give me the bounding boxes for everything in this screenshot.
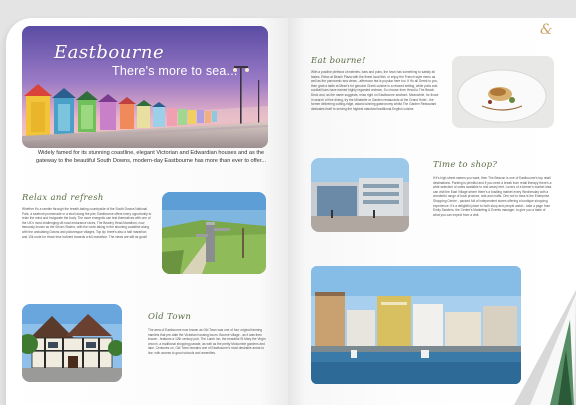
relax-body-text: Whether it's a ramble through the breath-taking countryside of the South Downs National Park, a seafront promenade or a stroll along the pier, Eastbourne offers every opportunity to relax the mind and invigorate the body. The more energetic can test themselves with one of the UK's most challenging off-road endurance races, The Beachy Head Marathon, now famously known as the Seven Sisters, with the route taking in the stunning coastline along with the undulating Downs and picturesque villages. Top tip: there's also a half marathon and 10k route for those less inclined towards a full marathon. The views are still as good!: [22, 207, 152, 239]
sovereign-harbour-illustration: [311, 266, 521, 384]
old-town-pub-photo: [22, 304, 122, 382]
page-curl-illustration: [500, 290, 576, 405]
lamb-inn-illustration: [22, 304, 122, 382]
old-town-body-text: The area of Eastbourne now known as Old Town was one of four original farming hamlets that pre-date the Victorian housing boom. Bourne village - as it was then known - features a 12th century pub, The Lamb Inn, the beautiful St Mary the Virgin church, a traditional shopping parade, as well as the pretty Motcombe gardens and lake. Centuries on, Old Town remains one of Eastbourne's most desirable areas to live, with access to good schools and amenities.: [148, 328, 266, 355]
heading-old-town: Old Town: [148, 312, 192, 322]
beacon-centre-illustration: [311, 158, 409, 232]
plated-dish-illustration: [452, 56, 554, 128]
south-downs-signpost-photo: [162, 192, 266, 274]
downs-illustration: [162, 192, 266, 274]
intro-caption: Widely famed for its stunning coastline, elegant Victorian and Edwardian houses and as the gateway to the beautiful South Downs, modern-day Eastbourne has more than ever to offer...: [36, 150, 266, 164]
hero-subtitle: There's more to sea...: [112, 64, 238, 78]
hero-title: Eastbourne: [54, 42, 165, 63]
marina-photo: [311, 266, 521, 384]
heading-time-to-shop: Time to shop?: [433, 160, 498, 170]
eat-body-text: With a positive plethora of eateries, bars and pubs, the town has something to satisfy all tastes. Relax at Beach Plaza with the finest local fish, or enjoy the French style menu as well as the panoramic sea views - afternoon tea is popular here too. If it's all Greek to you, then grab a table at Meze's for genuine Greek cuisine in a relaxed setting, while pubs and cocktail bars have earned highly regarded reviews. So choose from Head to The Beach Deck and, as the name suggests, relax right on Eastbourne seafront. Meanwhile, for those in search of fine dining, try the Mirabelle or Garden restaurants at the Grand Hotel - the former delivering cutting-edge, award-winning gastronomy whilst The Garden Restaurant dedicates itself to serving the highest standard traditional English cuisine.: [311, 70, 439, 111]
ampersand-logo-mark: &: [540, 22, 553, 38]
heading-eat-bourne: Eat bourne!: [311, 56, 366, 66]
shopping-centre-photo: [311, 158, 409, 232]
heading-relax-refresh: Relax and refresh: [22, 193, 104, 203]
food-dish-photo: [452, 56, 554, 128]
shop-body-text: If it's high street names you want, then The Beacon is one of Eastbourne's top retail destinations. Parking is plentiful and if you need a break from retail therapy there's a wide selection of cafes available to rest weary feet. Lovers of a farmer's market idea can visit the East Village where there's a bustling market every Wednesday with a wonderful range of local produce, arts and crafts. One not to miss is the Enterprise Shopping Centre - packed full of independent stores offering a boutique shopping experience. It's a delightful place to both shop and people watch - take a page from Emily Sanders, the Centre's Marketing & Events manager, to give you a taste of what you can expect from a visit.: [433, 176, 552, 217]
page-curl: [500, 290, 576, 405]
